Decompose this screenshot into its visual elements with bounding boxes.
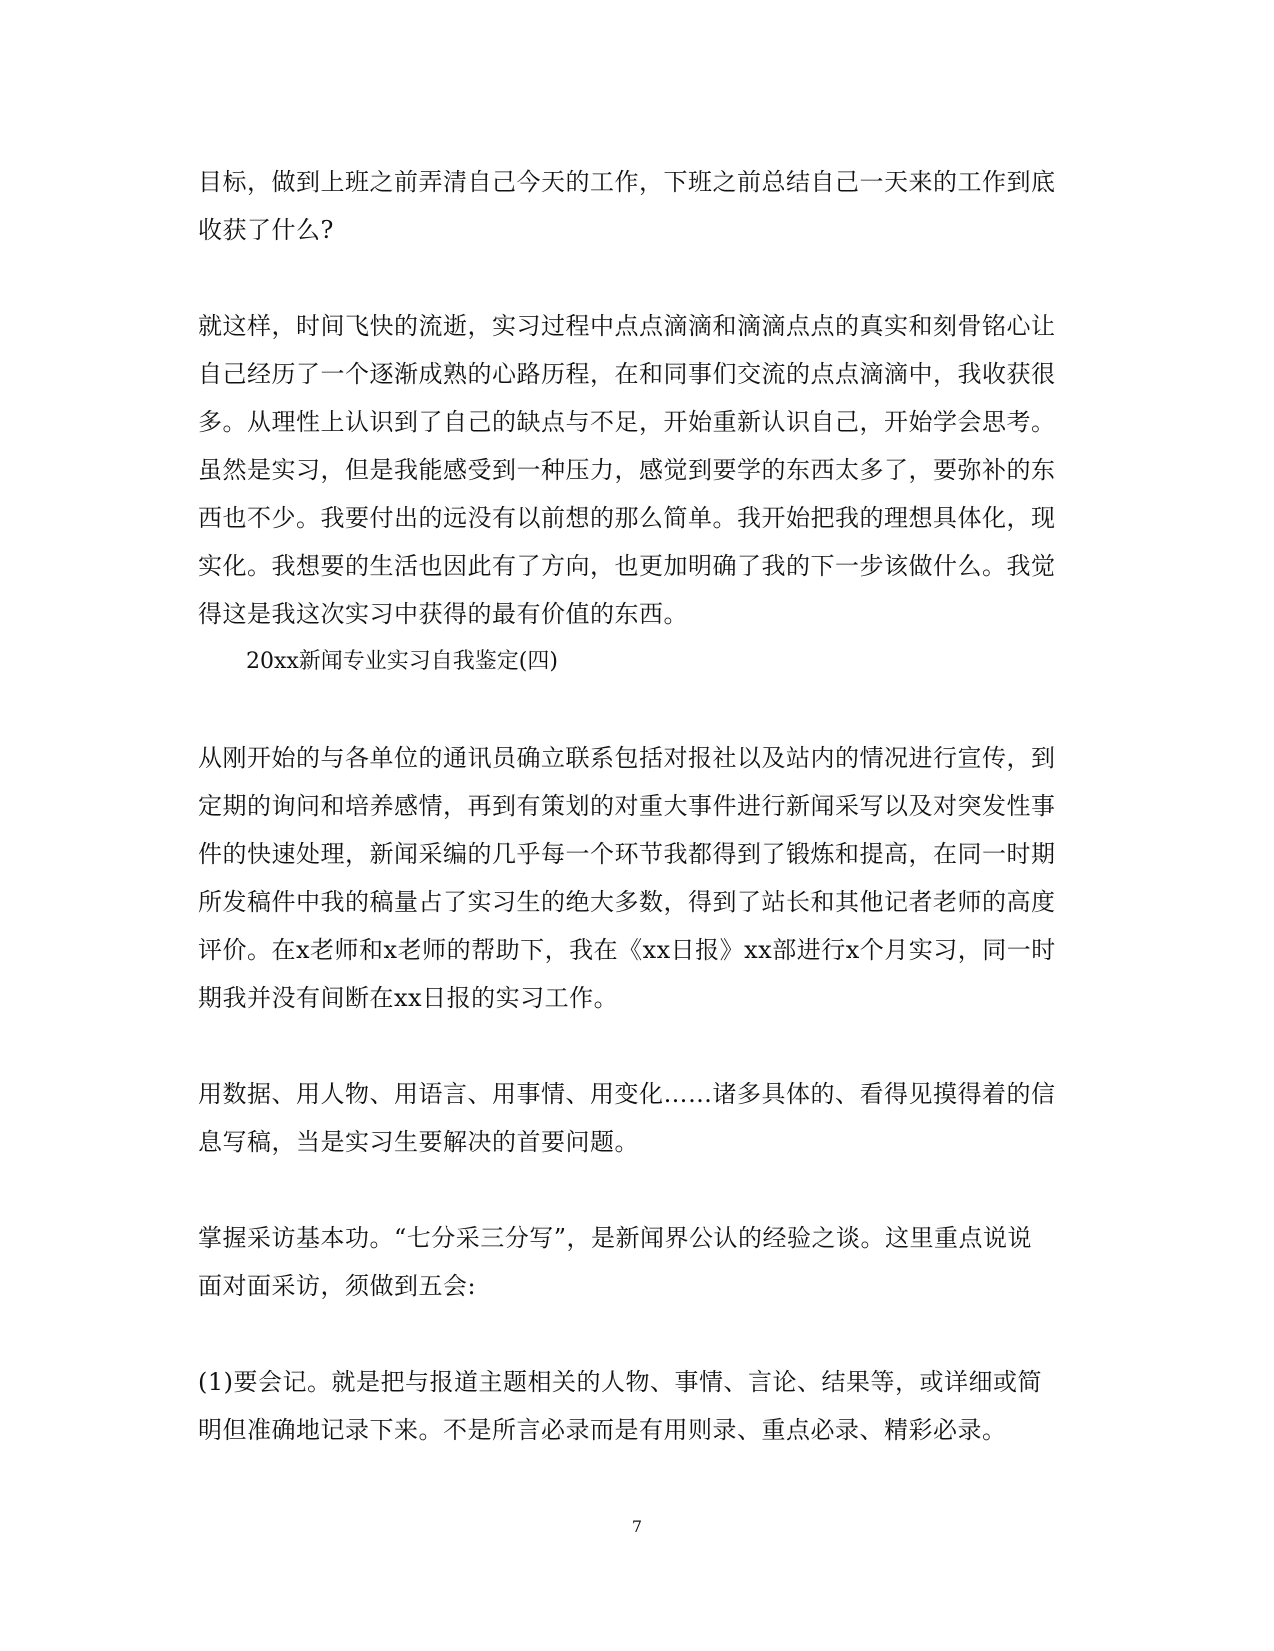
text-line: 实化。我想要的生活也因此有了方向，也更加明确了我的下一步该做什么。我觉 bbox=[198, 552, 1056, 580]
text-line: 自己经历了一个逐渐成熟的心路历程，在和同事们交流的点点滴滴中，我收获很 bbox=[198, 360, 1056, 388]
paragraph-spacer bbox=[198, 1310, 1078, 1358]
text-line: 面对面采访，须做到五会: bbox=[198, 1272, 477, 1300]
paragraph-spacer bbox=[198, 1166, 1078, 1214]
section-heading: 20xx新闻专业实习自我鉴定(四) bbox=[246, 649, 558, 674]
text-line: (1)要会记。就是把与报道主题相关的人物、事情、言论、结果等，或详细或简 bbox=[198, 1368, 1042, 1396]
text-line: 收获了什么? bbox=[198, 216, 334, 244]
text-line: 用数据、用人物、用语言、用事情、用变化……诸多具体的、看得见摸得着的信 bbox=[198, 1080, 1056, 1108]
text-line: 件的快速处理，新闻采编的几乎每一个环节我都得到了锻炼和提高，在同一时期 bbox=[198, 840, 1056, 868]
text-line: 息写稿，当是实习生要解决的首要问题。 bbox=[198, 1128, 639, 1156]
text-line: 多。从理性上认识到了自己的缺点与不足，开始重新认识自己，开始学会思考。 bbox=[198, 408, 1056, 436]
text-line: 得这是我这次实习中获得的最有价值的东西。 bbox=[198, 600, 688, 628]
paragraph bbox=[198, 734, 1078, 1022]
text-line: 评价。在x老师和x老师的帮助下，我在《xx日报》xx部进行x个月实习，同一时 bbox=[198, 936, 1056, 964]
paragraph bbox=[198, 302, 1078, 638]
paragraph-spacer bbox=[198, 254, 1078, 302]
document-body bbox=[198, 158, 1078, 1454]
paragraph bbox=[198, 1358, 1078, 1454]
text-line: 掌握采访基本功。“七分采三分写”，是新闻界公认的经验之谈。这里重点说说 bbox=[198, 1224, 1033, 1252]
page-number: 7 bbox=[631, 1517, 643, 1536]
paragraph bbox=[198, 1070, 1078, 1166]
text-line: 虽然是实习，但是我能感受到一种压力，感觉到要学的东西太多了，要弥补的东 bbox=[198, 456, 1056, 484]
text-line: 西也不少。我要付出的远没有以前想的那么简单。我开始把我的理想具体化，现 bbox=[198, 504, 1056, 532]
text-line: 定期的询问和培养感情，再到有策划的对重大事件进行新闻采写以及对突发性事 bbox=[198, 792, 1056, 820]
paragraph-spacer bbox=[198, 1022, 1078, 1070]
text-line: 所发稿件中我的稿量占了实习生的绝大多数，得到了站长和其他记者老师的高度 bbox=[198, 888, 1056, 916]
text-line: 期我并没有间断在xx日报的实习工作。 bbox=[198, 984, 619, 1012]
text-line: 明但准确地记录下来。不是所言必录而是有用则录、重点必录、精彩必录。 bbox=[198, 1416, 1007, 1444]
paragraph bbox=[198, 1214, 1078, 1310]
text-line: 就这样，时间飞快的流逝，实习过程中点点滴滴和滴滴点点的真实和刻骨铭心让 bbox=[198, 312, 1056, 340]
paragraph bbox=[198, 158, 1078, 254]
text-line: 从刚开始的与各单位的通讯员确立联系包括对报社以及站内的情况进行宣传，到 bbox=[198, 744, 1056, 772]
paragraph-spacer bbox=[198, 686, 1078, 734]
text-line: 目标，做到上班之前弄清自己今天的工作，下班之前总结自己一天来的工作到底 bbox=[198, 168, 1056, 196]
